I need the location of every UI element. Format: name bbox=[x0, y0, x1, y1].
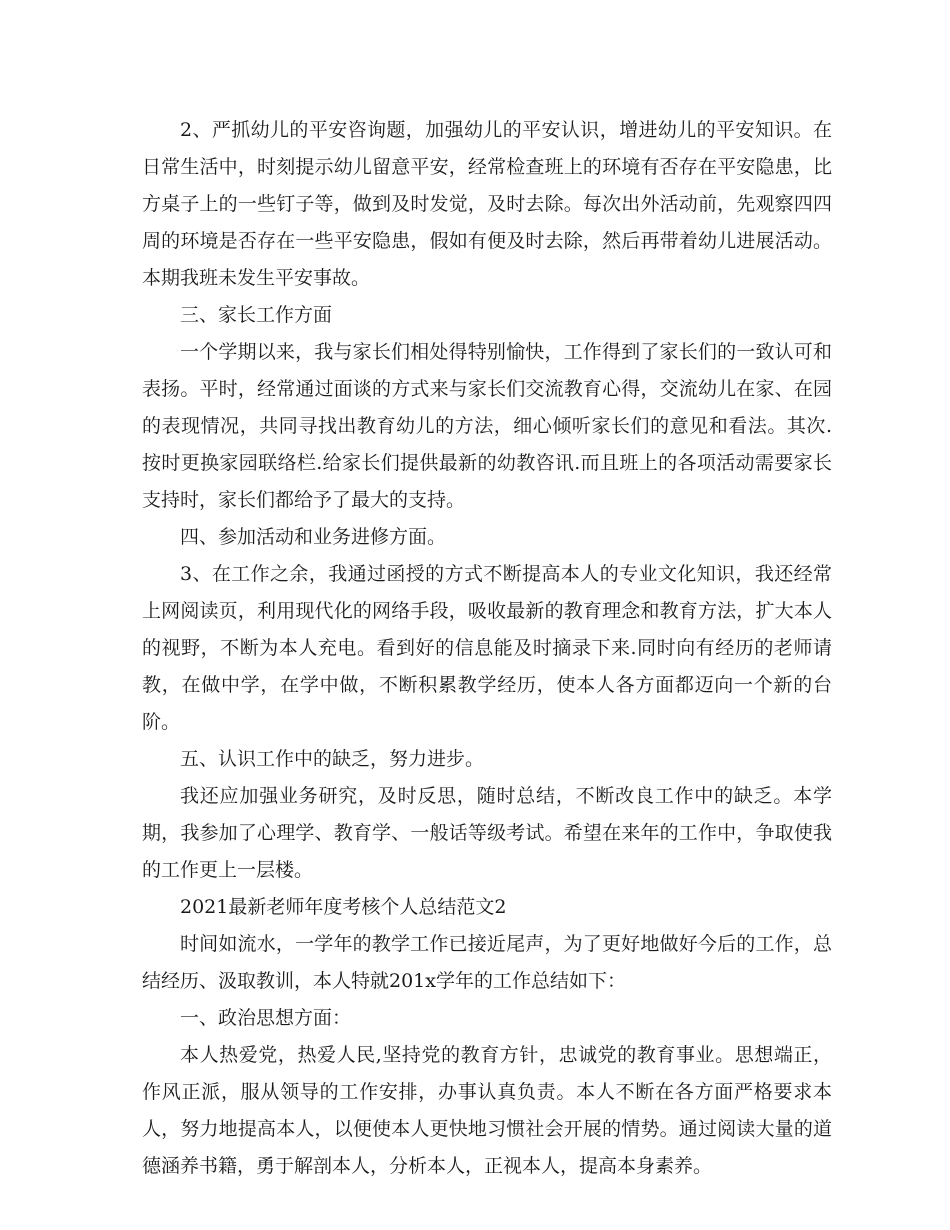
heading-sample-2: 2021最新老师年度考核个人总结范文2 bbox=[180, 896, 507, 918]
paragraph-political-thought: 本人热爱党，热爱人民,坚持党的教育方针，忠诚党的教育事业。思想端正，作风正派，服从领导的工作安排，办事认真负责。本人不断在各方面严格要求本人，努力地提高本人，以便使本人更快地习惯社会开展的情势。通过阅读大量的道德涵养书籍，勇于解剖本人，分析本人，正视本人，提高本身素养。 bbox=[142, 1044, 832, 1177]
paragraph-intro-summary: 时间如流水，一学年的教学工作已接近尾声，为了更好地做好今后的工作，总结经历、汲取教训，本人特就201x学年的工作总结如下： bbox=[142, 933, 832, 992]
paragraph-safety: 2、严抓幼儿的平安咨询题，加强幼儿的平安认识，增进幼儿的平安知识。在日常生活中，时刻提示幼儿留意平安，经常检查班上的环境有否存在平安隐患，比方桌子上的一些钉子等，做到及时发觉，及时去除。每次出外活动前，先观察四四周的环境是否存在一些平安隐患，假如有便及时去除，然后再带着幼儿进展活动。本期我班未发生平安事故。 bbox=[142, 119, 832, 289]
heading-parent-work: 三、家长工作方面 bbox=[180, 304, 333, 326]
paragraph-activities-training: 3、在工作之余，我通过函授的方式不断提高本人的专业文化知识，我还经常上网阅读页，利用现代化的网络手段，吸收最新的教育理念和教育方法，扩大本人的视野，不断为本人充电。看到好的信息能及时摘录下来.同时向有经历的老师请教，在做中学，在学中做，不断积累教学经历，使本人各方面都迈向一个新的台阶。 bbox=[142, 563, 832, 733]
document-body bbox=[142, 112, 832, 1185]
heading-activities-training: 四、参加活动和业务进修方面。 bbox=[180, 526, 447, 548]
heading-shortcomings: 五、认识工作中的缺乏，努力进步。 bbox=[180, 748, 485, 770]
heading-political-thought: 一、政治思想方面： bbox=[180, 1007, 352, 1029]
paragraph-shortcomings: 我还应加强业务研究，及时反思，随时总结，不断改良工作中的缺乏。本学期，我参加了心理学、教育学、一般话等级考试。希望在来年的工作中，争取使我的工作更上一层楼。 bbox=[142, 785, 832, 881]
paragraph-parent-work: 一个学期以来，我与家长们相处得特别愉快，工作得到了家长们的一致认可和表扬。平时，经常通过面谈的方式来与家长们交流教育心得，交流幼儿在家、在园的表现情况，共同寻找出教育幼儿的方法，细心倾听家长们的意见和看法。其次.按时更换家园联络栏.给家长们提供最新的幼教咨讯.而且班上的各项活动需要家长支持时，家长们都给予了最大的支持。 bbox=[142, 341, 832, 511]
